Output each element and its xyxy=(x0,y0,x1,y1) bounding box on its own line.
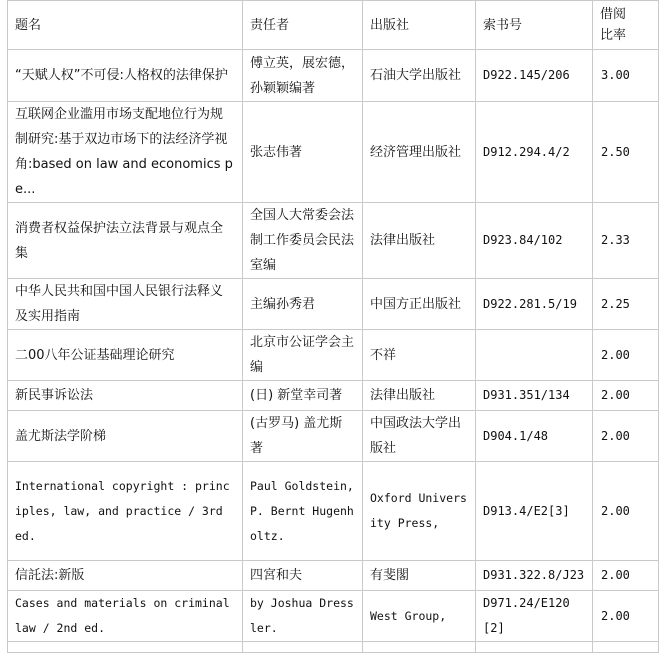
cell-title-text: 互联网企业滥用市场支配地位行为规制研究:基于双边市场下的法经济学视角:based on law and economics pe... xyxy=(15,107,233,197)
cell-title: Cases and materials on criminal law / 2nd ed. xyxy=(8,591,243,642)
cell-title: “天赋人权”不可侵:人格权的法律保护 xyxy=(8,50,243,102)
cell-empty xyxy=(243,642,363,653)
cell-publisher: 经济管理出版社 xyxy=(363,102,476,203)
table-row xyxy=(8,203,659,279)
cell-callno: D923.84/102 xyxy=(476,203,593,279)
table-row xyxy=(8,381,659,411)
book-loan-table xyxy=(7,0,659,653)
table-row xyxy=(8,279,659,330)
cell-empty xyxy=(363,642,476,653)
table-row xyxy=(8,591,659,642)
cell-empty xyxy=(476,642,593,653)
header-callno: 索书号 xyxy=(476,1,593,50)
cell-callno xyxy=(476,330,593,381)
cell-rate: 2.00 xyxy=(593,381,659,411)
cell-author: (日) 新堂幸司著 xyxy=(243,381,363,411)
cell-callno: D971.24/E120[2] xyxy=(476,591,593,642)
cell-title: 中华人民共和国中国人民银行法释义及实用指南 xyxy=(8,279,243,330)
cell-publisher: 有斐閣 xyxy=(363,561,476,591)
cell-publisher: 法律出版社 xyxy=(363,381,476,411)
table-row-partial xyxy=(8,642,659,653)
cell-author: 北京市公证学会主编 xyxy=(243,330,363,381)
cell-publisher: West Group, xyxy=(363,591,476,642)
cell-author: 傅立英，展宏德，孙颖颖编著 xyxy=(243,50,363,102)
cell-empty xyxy=(8,642,243,653)
cell-author: Paul Goldstein, P. Bernt Hugenholtz. xyxy=(243,462,363,561)
cell-empty xyxy=(593,642,659,653)
table-row xyxy=(8,330,659,381)
cell-publisher: 中国政法大学出版社 xyxy=(363,411,476,462)
cell-publisher: 不祥 xyxy=(363,330,476,381)
cell-publisher: Oxford University Press, xyxy=(363,462,476,561)
cell-title: 二00八年公证基础理论研究 xyxy=(8,330,243,381)
table-row xyxy=(8,411,659,462)
header-rate: 借阅比率 xyxy=(593,1,659,50)
header-author: 责任者 xyxy=(243,1,363,50)
header-title: 题名 xyxy=(8,1,243,50)
cell-publisher: 中国方正出版社 xyxy=(363,279,476,330)
table-row xyxy=(8,462,659,561)
table-row xyxy=(8,102,659,203)
cell-rate: 2.00 xyxy=(593,591,659,642)
cell-title: International copyright : principles, law, and practice / 3rd ed. xyxy=(8,462,243,561)
cell-rate: 2.00 xyxy=(593,330,659,381)
cell-callno: D931.322.8/J23 xyxy=(476,561,593,591)
cell-rate: 2.25 xyxy=(593,279,659,330)
cell-title: 信託法:新版 xyxy=(8,561,243,591)
table-row xyxy=(8,50,659,102)
cell-author: 四宮和夫 xyxy=(243,561,363,591)
cell-title: 消费者权益保护法立法背景与观点全集 xyxy=(8,203,243,279)
cell-author: 全国人大常委会法制工作委员会民法室编 xyxy=(243,203,363,279)
header-row xyxy=(8,1,659,50)
cell-publisher: 石油大学出版社 xyxy=(363,50,476,102)
cell-author: by Joshua Dressler. xyxy=(243,591,363,642)
cell-author: 主编孙秀君 xyxy=(243,279,363,330)
header-publisher: 出版社 xyxy=(363,1,476,50)
book-table-container xyxy=(7,0,659,653)
cell-callno: D922.281.5/19 xyxy=(476,279,593,330)
cell-title: 新民事诉讼法 xyxy=(8,381,243,411)
cell-rate: 2.50 xyxy=(593,102,659,203)
cell-callno: D922.145/206 xyxy=(476,50,593,102)
cell-callno: D913.4/E2[3] xyxy=(476,462,593,561)
cell-rate: 3.00 xyxy=(593,50,659,102)
cell-author: (古罗马) 盖尤斯著 xyxy=(243,411,363,462)
cell-rate: 2.00 xyxy=(593,561,659,591)
cell-rate: 2.33 xyxy=(593,203,659,279)
cell-callno: D904.1/48 xyxy=(476,411,593,462)
cell-author: 张志伟著 xyxy=(243,102,363,203)
cell-title xyxy=(8,102,243,203)
cell-publisher: 法律出版社 xyxy=(363,203,476,279)
cell-rate: 2.00 xyxy=(593,411,659,462)
cell-callno: D931.351/134 xyxy=(476,381,593,411)
table-row xyxy=(8,561,659,591)
cell-callno: D912.294.4/2 xyxy=(476,102,593,203)
cell-rate: 2.00 xyxy=(593,462,659,561)
cell-title: 盖尤斯法学阶梯 xyxy=(8,411,243,462)
